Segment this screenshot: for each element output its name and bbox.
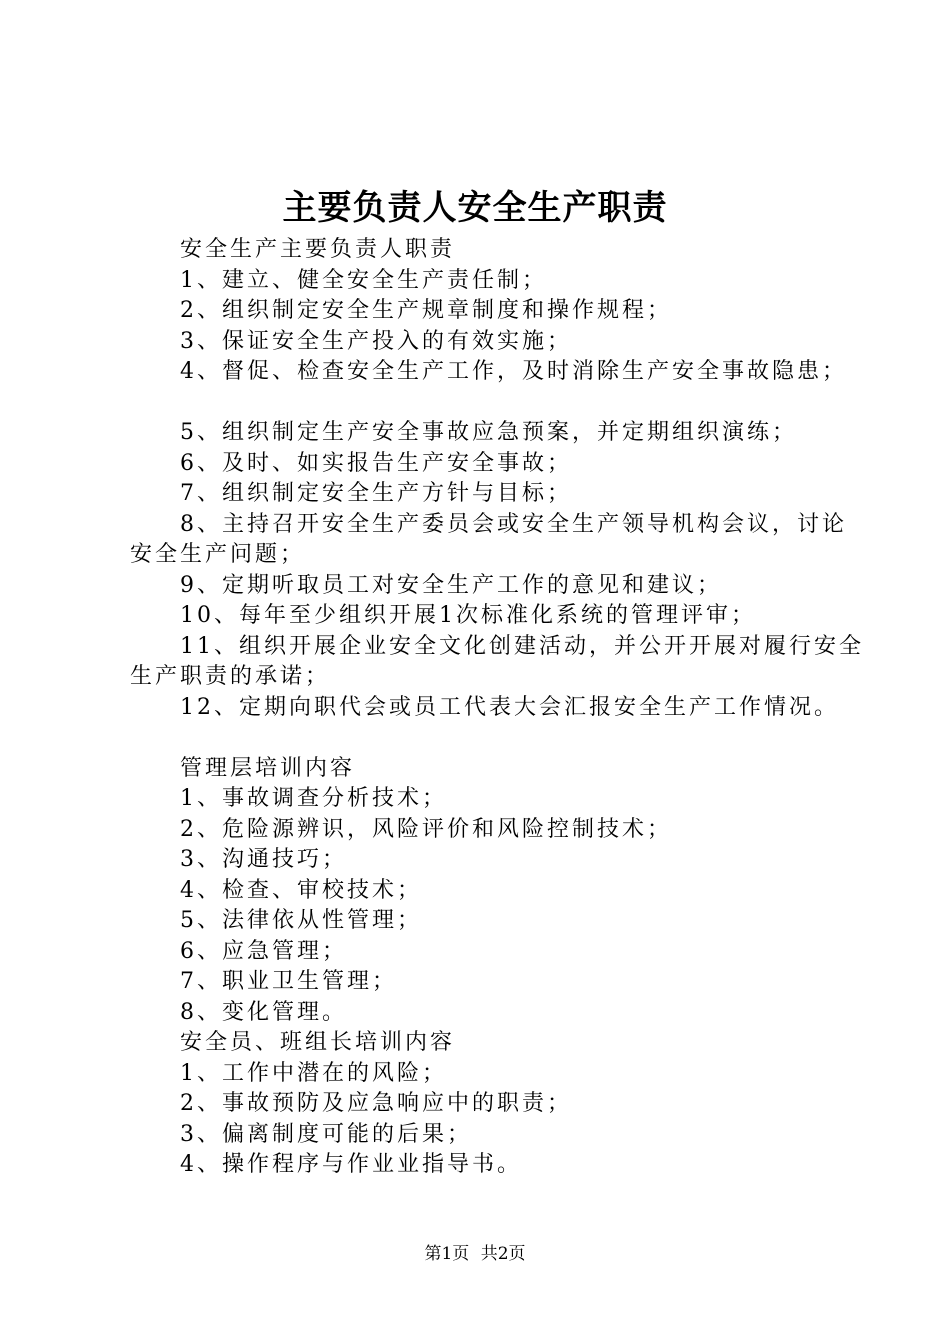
body-line: 11、组织开展企业安全文化创建活动，并公开开展对履行安全生产职责的承诺；: [130, 633, 864, 689]
body-line: 8、主持召开安全生产委员会或安全生产领导机构会议，讨论安全生产问题；: [130, 511, 847, 567]
page-number: 第1页: [424, 1244, 470, 1264]
body-line: 4、检查、审校技术；: [180, 877, 422, 903]
body-line: 4、督促、检查安全生产工作，及时消除生产安全事故隐患；: [180, 359, 847, 384]
body-line: 2、组织制定安全生产规章制度和操作规程；: [180, 298, 672, 323]
page-footer: [0, 1242, 950, 1266]
body-line: 安全生产主要负责人职责: [180, 237, 456, 262]
body-line: 2、危险源辨识，风险评价和风险控制技术；: [180, 816, 672, 842]
document-body: [130, 235, 870, 1181]
body-line: 3、沟通技巧；: [180, 847, 347, 872]
body-line: 4、操作程序与作业业指导书。: [180, 1152, 522, 1177]
body-line: 9、定期听取员工对安全生产工作的意见和建议；: [180, 572, 722, 598]
body-line: 12、定期向职代会或员工代表大会汇报安全生产工作情况。: [180, 694, 839, 720]
body-line: 8、变化管理。: [180, 999, 347, 1025]
blank-line: [130, 723, 870, 754]
body-line: 5、法律依从性管理；: [180, 908, 422, 933]
body-line: 3、保证安全生产投入的有效实施；: [180, 328, 572, 354]
page-total: 共2页: [480, 1244, 526, 1264]
body-line: 7、组织制定安全生产方针与目标；: [180, 481, 572, 506]
body-line: 2、事故预防及应急响应中的职责；: [180, 1091, 572, 1116]
blank-line: [130, 388, 870, 419]
body-line: 6、应急管理；: [180, 938, 347, 964]
body-line: 6、及时、如实报告生产安全事故；: [180, 450, 572, 476]
body-line: 安全员、班组长培训内容: [180, 1030, 456, 1055]
body-line: 5、组织制定生产安全事故应急预案，并定期组织演练；: [180, 420, 797, 445]
body-line: 10、每年至少组织开展1次标准化系统的管理评审；: [180, 603, 756, 628]
document-title: 主要负责人安全生产职责: [282, 188, 668, 228]
body-line: 1、工作中潜在的风险；: [180, 1060, 447, 1086]
body-line: 1、事故调查分析技术；: [180, 786, 447, 811]
body-line: 3、偏离制度可能的后果；: [180, 1121, 472, 1147]
body-line: 7、职业卫生管理；: [180, 969, 397, 994]
body-line: 1、建立、健全安全生产责任制；: [180, 267, 547, 293]
body-line: 管理层培训内容: [180, 755, 356, 781]
